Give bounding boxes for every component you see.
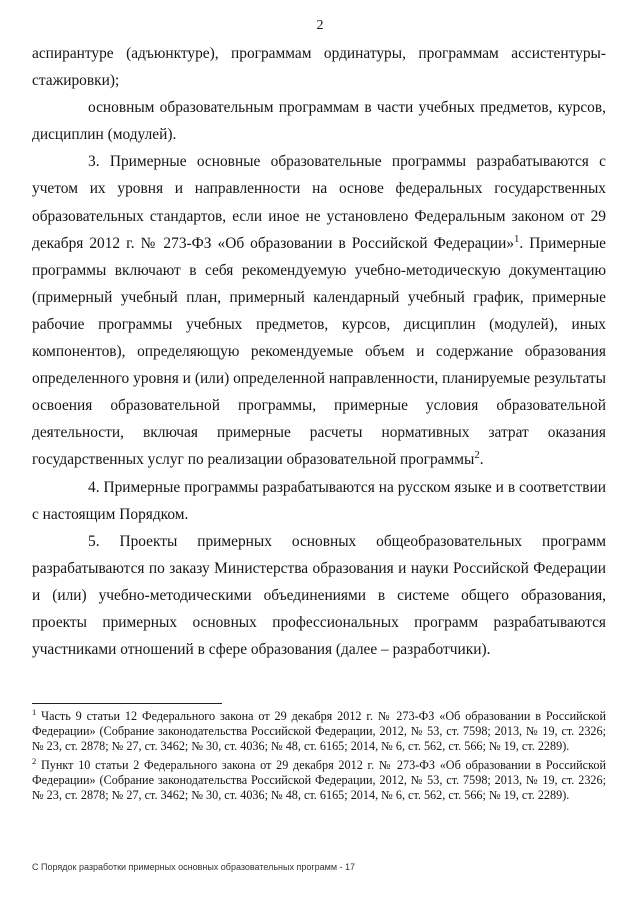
footnote-2 bbox=[32, 755, 606, 804]
paragraph-continuation: аспирантуре (адъюнктуре), программам ординатуры, программам ассистентуры-стажировки); bbox=[32, 45, 606, 90]
paragraph-3 bbox=[32, 148, 606, 473]
page-number: 2 bbox=[316, 18, 324, 33]
paragraph-3-text: 3. Примерные основные образовательные программы разрабатываются с учетом их уровня и направленности на основе федеральных государственных образовательных стандартов, если иное не установлено Федеральным законом от 29 декабря 2012 г. № 273-ФЗ «Об образовании в Российской Федерации» bbox=[32, 153, 606, 252]
paragraph-list-item: основным образовательным программам в части учебных предметов, курсов, дисциплин (модулей). bbox=[32, 99, 606, 144]
footnote-ref-1[interactable]: 1 bbox=[514, 232, 520, 245]
paragraph-4: 4. Примерные программы разрабатываются на русском языке и в соответствии с настоящим Порядком. bbox=[32, 478, 606, 523]
document-body bbox=[32, 40, 606, 663]
paragraph-3-end: . bbox=[479, 451, 484, 469]
footnote-2-text: Пункт 10 статьи 2 Федерального закона от 29 декабря 2012 г. № 273-ФЗ «Об образовании в Российской Федерации» (Собрание законодательства Российской Федерации, 2012, № 53, ст. 7598; 2013, № 19, ст. 2326; № 23, ст. 2878; № 27, ст. 3462; № 30, ст. 4036; № 48, ст. 6165; 2014, № 6, ст. 562, ст. 566; № 19, ст. 2289). bbox=[32, 757, 606, 803]
footnote-1 bbox=[32, 706, 606, 755]
page-footer: С Порядок разработки примерных основных образовательных программ - 17 bbox=[32, 862, 356, 872]
paragraph-5: 5. Проекты примерных основных общеобразовательных программ разрабатываются по заказу Министерства образования и науки Российской Федерации и (или) учебно-методическими объединениями в системе общего образования, проекты примерных основных профессиональных программ разрабатываются участниками отношений в сфере образования (далее – разработчики). bbox=[32, 532, 606, 659]
footnote-1-text: Часть 9 статьи 12 Федерального закона от 29 декабря 2012 г. № 273-ФЗ «Об образовании в Российской Федерации» (Собрание законодательства Российской Федерации, 2012, № 53, ст. 7598; 2013, № 19, ст. 2326; № 23, ст. 2878; № 27, ст. 3462; № 30, ст. 4036; № 48, ст. 6165; 2014, № 6, ст. 562, ст. 566; № 19, ст. 2289). bbox=[32, 709, 606, 754]
footnotes bbox=[32, 703, 606, 806]
footnote-ref-2[interactable]: 2 bbox=[474, 449, 480, 462]
footnote-divider bbox=[32, 703, 222, 704]
footnote-mark-2: 2 bbox=[32, 755, 37, 766]
paragraph-3-text-cont: . Примерные программы включают в себя рекомендуемую учебно-методическую документацию (примерный учебный план, примерный календарный учебный график, примерные рабочие программы учебных предметов, курсов, дисциплин (модулей), иных компонентов), определяющую рекомендуемые объем и содержание образования определенного уровня и (или) определенной направленности, планируемые результаты освоения образовательной программы, примерные условия образовательной деятельности, включая примерные расчеты нормативных затрат оказания государственных услуг по реализации образовательной программы bbox=[32, 234, 606, 469]
footnote-mark-1: 1 bbox=[32, 706, 37, 717]
